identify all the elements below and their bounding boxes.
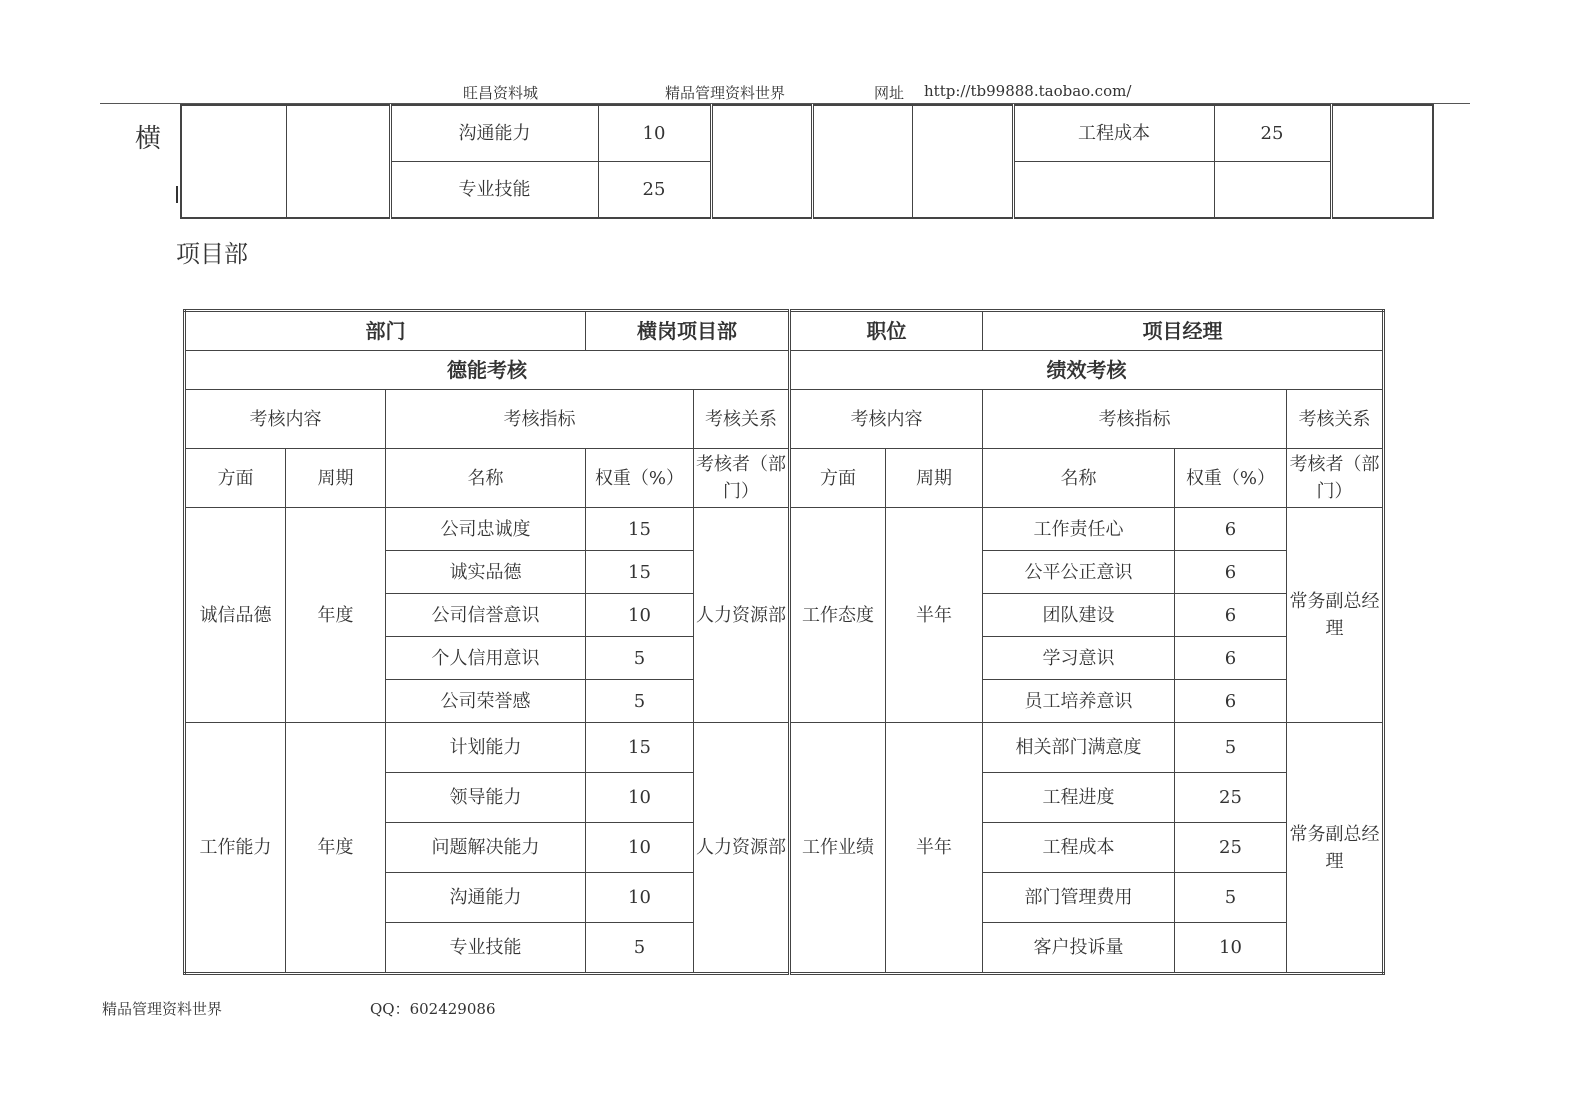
col-content: 考核内容 bbox=[790, 390, 983, 449]
col-weight: 权重（%） bbox=[1175, 449, 1287, 508]
cell-name: 专业技能 bbox=[390, 162, 598, 219]
indicator-name-cell: 计划能力 bbox=[386, 723, 586, 773]
cell-empty bbox=[181, 105, 286, 218]
col-indicator: 考核指标 bbox=[983, 390, 1287, 449]
cell-weight: 10 bbox=[598, 105, 711, 162]
cell-empty bbox=[1013, 162, 1214, 219]
section-title: 项目部 bbox=[176, 240, 248, 268]
position-value: 项目经理 bbox=[983, 311, 1384, 351]
indicator-name-cell: 问题解决能力 bbox=[386, 823, 586, 873]
header-world: 精品管理资料世界 bbox=[665, 84, 786, 102]
indicator-weight-cell: 10 bbox=[586, 773, 694, 823]
col-aspect: 方面 bbox=[185, 449, 286, 508]
indicator-name-cell: 相关部门满意度 bbox=[983, 723, 1175, 773]
indicator-name-cell: 领导能力 bbox=[386, 773, 586, 823]
indicator-weight-cell: 6 bbox=[1175, 637, 1287, 680]
period-cell: 年度 bbox=[286, 723, 386, 974]
cell-weight: 25 bbox=[598, 162, 711, 219]
indicator-name-cell: 沟通能力 bbox=[386, 873, 586, 923]
indicator-weight-cell: 5 bbox=[1175, 873, 1287, 923]
table-row bbox=[185, 723, 1384, 773]
indicator-weight-cell: 5 bbox=[1175, 723, 1287, 773]
indicator-name-cell: 工作责任心 bbox=[983, 508, 1175, 551]
cell-weight: 25 bbox=[1214, 105, 1331, 162]
cell-empty bbox=[912, 105, 1013, 218]
period-cell: 半年 bbox=[886, 723, 983, 974]
header-site-label: 网址 bbox=[874, 84, 905, 102]
col-relation: 考核关系 bbox=[1287, 390, 1384, 449]
indicator-name-cell: 员工培养意识 bbox=[983, 680, 1175, 723]
assessor-cell: 常务副总经理 bbox=[1287, 508, 1384, 723]
indicator-name-cell: 公司信誉意识 bbox=[386, 594, 586, 637]
cell-empty bbox=[1331, 105, 1433, 218]
col-period: 周期 bbox=[286, 449, 386, 508]
indicator-name-cell: 专业技能 bbox=[386, 923, 586, 974]
indicator-weight-cell: 6 bbox=[1175, 508, 1287, 551]
footer-left: 精品管理资料世界 bbox=[102, 1000, 223, 1018]
assessor-cell: 人力资源部 bbox=[694, 508, 790, 723]
period-cell: 半年 bbox=[886, 508, 983, 723]
col-period: 周期 bbox=[886, 449, 983, 508]
col-name: 名称 bbox=[386, 449, 586, 508]
continued-table bbox=[180, 104, 1434, 219]
header-site-url[interactable]: http://tb99888.taobao.com/ bbox=[924, 82, 1132, 100]
col-indicator: 考核指标 bbox=[386, 390, 694, 449]
col-relation: 考核关系 bbox=[694, 390, 790, 449]
indicator-name-cell: 部门管理费用 bbox=[983, 873, 1175, 923]
indicator-weight-cell: 6 bbox=[1175, 594, 1287, 637]
indicator-weight-cell: 10 bbox=[1175, 923, 1287, 974]
indicator-name-cell: 工程成本 bbox=[983, 823, 1175, 873]
position-label: 职位 bbox=[790, 311, 983, 351]
indicator-weight-cell: 10 bbox=[586, 873, 694, 923]
assessment-table bbox=[183, 309, 1385, 975]
moral-assessment-title: 德能考核 bbox=[185, 351, 790, 390]
cell-name: 工程成本 bbox=[1013, 105, 1214, 162]
indicator-name-cell: 团队建设 bbox=[983, 594, 1175, 637]
cell-empty bbox=[286, 105, 390, 218]
indicator-weight-cell: 15 bbox=[586, 551, 694, 594]
indicator-weight-cell: 6 bbox=[1175, 551, 1287, 594]
col-weight: 权重（%） bbox=[586, 449, 694, 508]
dept-value: 横岗项目部 bbox=[586, 311, 790, 351]
indicator-weight-cell: 15 bbox=[586, 508, 694, 551]
col-name: 名称 bbox=[983, 449, 1175, 508]
indicator-weight-cell: 5 bbox=[586, 680, 694, 723]
header-shop: 旺昌资料城 bbox=[463, 84, 539, 102]
indicator-name-cell: 公司荣誉感 bbox=[386, 680, 586, 723]
table-row bbox=[185, 508, 1384, 551]
indicator-name-cell: 公司忠诚度 bbox=[386, 508, 586, 551]
indicator-weight-cell: 25 bbox=[1175, 773, 1287, 823]
aspect-cell: 工作能力 bbox=[185, 723, 286, 974]
aspect-cell: 工作业绩 bbox=[790, 723, 886, 974]
aspect-cell: 诚信品德 bbox=[185, 508, 286, 723]
indicator-weight-cell: 10 bbox=[586, 594, 694, 637]
indicator-weight-cell: 6 bbox=[1175, 680, 1287, 723]
indicator-name-cell: 学习意识 bbox=[983, 637, 1175, 680]
assessor-cell: 人力资源部 bbox=[694, 723, 790, 974]
col-assessor: 考核者（部门） bbox=[1287, 449, 1384, 508]
performance-assessment-title: 绩效考核 bbox=[790, 351, 1384, 390]
cell-empty bbox=[1214, 162, 1331, 219]
indicator-name-cell: 工程进度 bbox=[983, 773, 1175, 823]
indicator-weight-cell: 5 bbox=[586, 637, 694, 680]
footer-qq: QQ：602429086 bbox=[370, 1000, 496, 1018]
indicator-weight-cell: 5 bbox=[586, 923, 694, 974]
indicator-weight-cell: 15 bbox=[586, 723, 694, 773]
indicator-weight-cell: 10 bbox=[586, 823, 694, 873]
period-cell: 年度 bbox=[286, 508, 386, 723]
indicator-name-cell: 个人信用意识 bbox=[386, 637, 586, 680]
col-content: 考核内容 bbox=[185, 390, 386, 449]
indicator-name-cell: 客户投诉量 bbox=[983, 923, 1175, 974]
indicator-name-cell: 诚实品德 bbox=[386, 551, 586, 594]
side-character: 横 bbox=[135, 124, 162, 154]
cell-empty bbox=[812, 105, 912, 218]
col-aspect: 方面 bbox=[790, 449, 886, 508]
indicator-weight-cell: 25 bbox=[1175, 823, 1287, 873]
dept-label: 部门 bbox=[185, 311, 586, 351]
cell-name: 沟通能力 bbox=[390, 105, 598, 162]
assessor-cell: 常务副总经理 bbox=[1287, 723, 1384, 974]
indicator-name-cell: 公平公正意识 bbox=[983, 551, 1175, 594]
side-mark bbox=[176, 186, 178, 203]
cell-empty bbox=[711, 105, 812, 218]
aspect-cell: 工作态度 bbox=[790, 508, 886, 723]
col-assessor: 考核者（部门） bbox=[694, 449, 790, 508]
